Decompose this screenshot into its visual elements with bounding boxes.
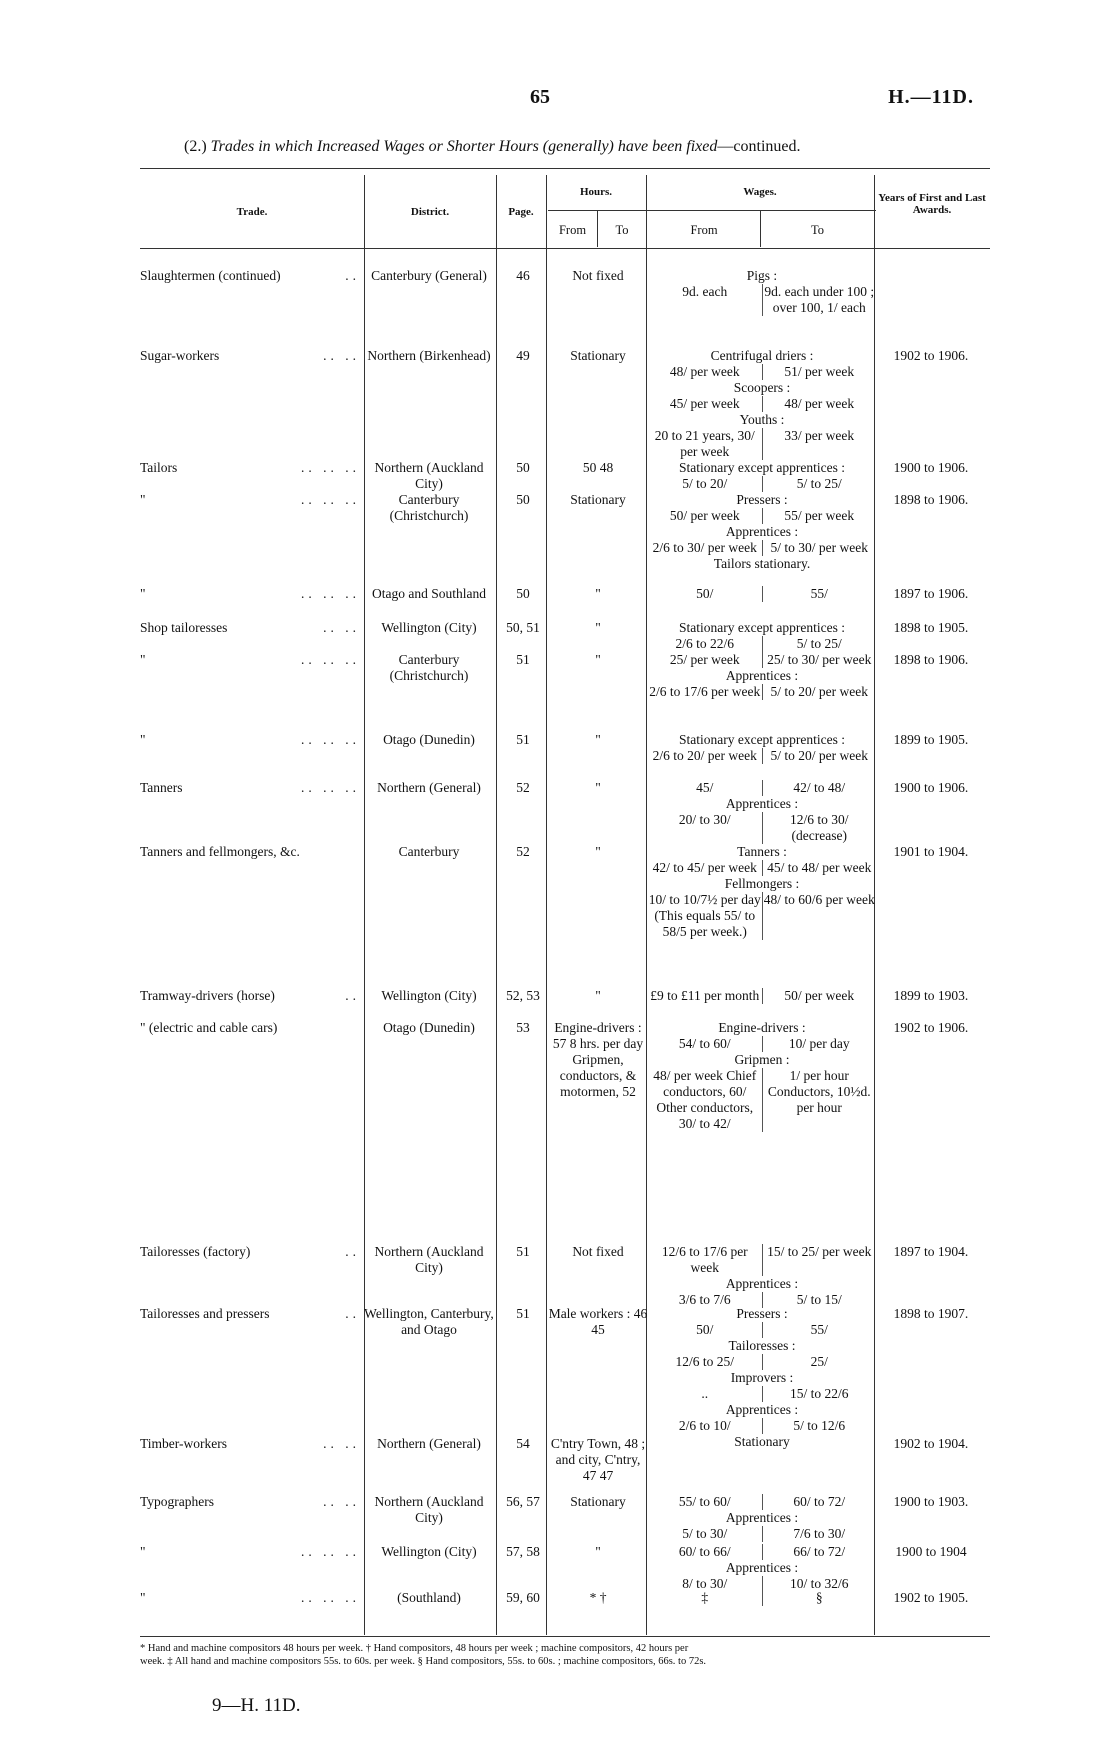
leader-dots: .. .. .. <box>301 1544 360 1559</box>
wage-from: 2/6 to 10/ <box>648 1418 763 1434</box>
wage-to: 15/ to 25/ per week <box>767 1244 872 1259</box>
district-cell: Canterbury (Christchurch) <box>389 652 469 683</box>
trade-cell <box>140 1494 360 1510</box>
wages-cell <box>648 620 876 652</box>
wage-pair <box>648 780 876 796</box>
page-cell: 52, 53 <box>506 988 540 1003</box>
wage-heading: Improvers : <box>730 1370 794 1385</box>
wage-heading: Apprentices : <box>725 1510 799 1525</box>
wage-pair <box>648 1244 876 1276</box>
leader-dots: .. .. <box>323 1436 360 1451</box>
wage-from: 45/ <box>648 780 763 796</box>
wage-to: 25/ to 30/ per week <box>767 652 872 667</box>
wages-cell <box>648 348 876 460</box>
years-cell: 1900 to 1906. <box>893 460 969 475</box>
trade-cell <box>140 652 360 668</box>
wage-to: 33/ per week <box>784 428 855 443</box>
col-header-years: Years of First and Last Awards. <box>878 192 986 216</box>
years-cell: 1901 to 1904. <box>893 844 969 859</box>
wage-to: 5/ to 30/ per week <box>770 540 868 555</box>
caption-suffix: —continued. <box>717 138 801 155</box>
trade-cell <box>140 1436 360 1452</box>
wage-heading: Youths : <box>739 412 785 427</box>
district-cell: Wellington (City) <box>381 1544 477 1559</box>
trade-cell <box>140 586 360 602</box>
trade-name: Tanners and fellmongers, &c. <box>140 844 300 859</box>
trade-name: Tailoresses (factory) <box>140 1244 251 1259</box>
wages-cell <box>648 780 876 844</box>
district-cell: Northern (General) <box>377 780 481 795</box>
wage-heading: Apprentices : <box>725 1560 799 1575</box>
wage-from: 3/6 to 7/6 <box>648 1292 763 1308</box>
col-header-wages-to: To <box>810 223 824 237</box>
wage-heading: Stationary except apprentices : <box>678 460 846 475</box>
trade-cell <box>140 492 360 508</box>
trade-cell <box>140 1244 360 1260</box>
trade-cell <box>140 732 360 748</box>
table-caption <box>184 138 800 156</box>
trade-cell <box>140 348 360 364</box>
trade-name: Tramway-drivers (horse) <box>140 988 275 1003</box>
caption-title: Trades in which Increased Wages or Shorter Hours (generally) have been fixed <box>210 138 718 155</box>
wage-from: 8/ to 30/ <box>648 1576 763 1592</box>
page-cell: 51 <box>516 1306 530 1321</box>
wages-cell <box>648 844 876 940</box>
years-cell: 1900 to 1906. <box>893 780 969 795</box>
trade-cell <box>140 1590 360 1606</box>
years-cell: 1902 to 1904. <box>893 1436 969 1451</box>
district-cell: Northern (General) <box>377 1436 481 1451</box>
col-header-hours: Hours. <box>579 186 613 198</box>
hours-cell: Not fixed <box>572 1244 624 1259</box>
district-cell: Otago and Southland <box>372 586 486 601</box>
wage-pair <box>648 748 876 764</box>
wages-cell <box>648 988 876 1004</box>
wage-to: 45/ to 48/ per week <box>767 860 872 875</box>
trade-name: Tailors <box>140 460 178 475</box>
wage-from: 60/ to 66/ <box>648 1544 763 1560</box>
wage-heading: Apprentices : <box>725 1276 799 1291</box>
page-cell: 50 <box>516 492 530 507</box>
wage-from: 12/6 to 25/ <box>648 1354 763 1370</box>
wage-to: 50/ per week <box>784 988 855 1003</box>
trade-name: " <box>140 732 146 747</box>
wage-pair <box>648 1590 876 1606</box>
years-cell: 1897 to 1906. <box>893 586 969 601</box>
wage-pair <box>648 652 876 668</box>
wage-to: 9d. each under 100 ; over 100, 1/ each <box>764 284 875 315</box>
wage-to: 25/ <box>810 1354 828 1369</box>
wage-heading: Apprentices : <box>725 524 799 539</box>
leader-dots: .. <box>345 1306 360 1321</box>
wage-pair <box>648 586 876 602</box>
wages-cell <box>648 268 876 316</box>
col-header-trade: Trade. <box>236 206 268 218</box>
column-divider-hours <box>546 175 547 1635</box>
page-number: 65 <box>530 86 550 108</box>
wage-heading: Tanners : <box>737 844 787 859</box>
trade-cell <box>140 1306 360 1322</box>
district-cell: Wellington (City) <box>381 620 477 635</box>
wage-from: 12/6 to 17/6 per week <box>648 1244 763 1276</box>
hours-cell: " <box>595 732 601 747</box>
hours-cell: " <box>595 1544 601 1559</box>
wage-to: 51/ per week <box>784 364 855 379</box>
wage-from: 25/ per week <box>648 652 763 668</box>
years-cell: 1902 to 1906. <box>893 1020 969 1035</box>
district-cell: Northern (Auckland City) <box>374 460 484 491</box>
col-header-page: Page. <box>508 206 534 218</box>
trade-name: " (electric and cable cars) <box>140 1020 278 1035</box>
page-cell: 53 <box>516 1020 530 1035</box>
trade-cell <box>140 1544 360 1560</box>
wage-heading: Scoopers : <box>733 380 791 395</box>
leader-dots: .. .. .. <box>301 492 360 507</box>
leader-dots: .. .. <box>323 1494 360 1509</box>
page-cell: 51 <box>516 732 530 747</box>
wage-to: 7/6 to 30/ <box>793 1526 846 1541</box>
trade-name: " <box>140 492 146 507</box>
wages-cell <box>648 1494 876 1542</box>
wages-cell <box>648 1020 876 1132</box>
caption-prefix: (2.) <box>184 138 207 155</box>
wage-heading: Apprentices : <box>725 1402 799 1417</box>
district-cell: Canterbury (Christchurch) <box>389 492 469 523</box>
footnote-line-2: week. ‡ All hand and machine compositors 55s. to 60s. per week. § Hand compositors, 55s. to 60s. ; machine compositors, 66s. to 72s. <box>140 1656 707 1667</box>
years-cell: 1897 to 1904. <box>893 1244 969 1259</box>
trade-cell <box>140 844 360 860</box>
col-header-hours-to: To <box>615 223 629 237</box>
col-header-district: District. <box>410 206 450 218</box>
years-cell: 1902 to 1906. <box>893 348 969 363</box>
page-cell: 57, 58 <box>506 1544 540 1559</box>
trade-name: " <box>140 586 146 601</box>
district-cell: Northern (Birkenhead) <box>367 348 491 363</box>
wage-pair <box>648 636 876 652</box>
trade-name: " <box>140 1590 146 1605</box>
hours-cell: " <box>595 620 601 635</box>
hours-cell: " <box>595 586 601 601</box>
wage-from: 48/ per week <box>648 364 763 380</box>
district-cell: Otago (Dunedin) <box>383 732 475 747</box>
page-cell: 52 <box>516 780 530 795</box>
years-cell: 1898 to 1905. <box>893 620 969 635</box>
wage-from: 42/ to 45/ per week <box>648 860 763 876</box>
wage-pair <box>648 428 876 460</box>
col-header-wages: Wages. <box>743 186 777 198</box>
hours-cell: * † <box>589 1590 607 1605</box>
wage-pair <box>648 860 876 876</box>
wage-to: 5/ to 25/ <box>796 476 842 491</box>
wages-cell <box>648 460 876 492</box>
footnote-line-1: * Hand and machine compositors 48 hours per week. † Hand compositors, 48 hours per week ; machine compositors, 42 hours per <box>140 1643 689 1654</box>
document-reference: H.—11D. <box>888 86 974 108</box>
wage-heading: Engine-drivers : <box>718 1020 806 1035</box>
wage-heading: Apprentices : <box>725 668 799 683</box>
wage-to: 5/ to 25/ <box>796 636 842 651</box>
wage-from: 20/ to 30/ <box>648 812 763 844</box>
wage-from: 48/ per week Chief conductors, 60/ Other conductors, 30/ to 42/ <box>648 1068 763 1132</box>
trade-name: Shop tailoresses <box>140 620 228 635</box>
wage-to: 60/ to 72/ <box>793 1494 846 1509</box>
wages-subheader-rule <box>648 210 876 211</box>
leader-dots: .. <box>345 1244 360 1259</box>
hours-cell: Engine-drivers : 57 8 hrs. per day Gripmen, conductors, & motormen, 52 <box>552 1020 644 1099</box>
leader-dots: .. .. <box>323 620 360 635</box>
years-cell: 1900 to 1903. <box>893 1494 969 1509</box>
leader-dots: .. .. .. <box>301 732 360 747</box>
district-cell: Wellington, Canterbury, and Otago <box>364 1306 494 1337</box>
wage-to: 5/ to 20/ per week <box>770 684 868 699</box>
page-cell: 52 <box>516 844 530 859</box>
wages-cell <box>648 1306 876 1450</box>
wages-cell <box>648 1244 876 1308</box>
wage-to: 42/ to 48/ <box>793 780 846 795</box>
wage-pair <box>648 284 876 316</box>
wage-from: 5/ to 30/ <box>648 1526 763 1542</box>
wage-to: 48/ to 60/6 per week <box>763 892 875 907</box>
wage-from: .. <box>648 1386 763 1402</box>
wage-heading: Stationary except apprentices : <box>678 732 846 747</box>
trade-name: Tailoresses and pressers <box>140 1306 270 1321</box>
column-divider-district <box>364 175 365 1635</box>
wage-from: ‡ <box>648 1590 763 1606</box>
leader-dots: .. .. .. <box>301 780 360 795</box>
wage-from: 54/ to 60/ <box>648 1036 763 1052</box>
page-cell: 49 <box>516 348 530 363</box>
wage-from: 50/ per week <box>648 508 763 524</box>
wage-heading: Tailoresses : <box>728 1338 796 1353</box>
wages-cell <box>648 652 876 700</box>
hours-cell: 50 48 <box>582 460 614 475</box>
hours-subheader-rule <box>548 210 648 211</box>
years-cell: 1898 to 1906. <box>893 492 969 507</box>
wages-cell <box>648 732 876 764</box>
page-cell: 51 <box>516 652 530 667</box>
hours-cell: Stationary <box>570 348 626 363</box>
leader-dots: .. .. .. <box>301 652 360 667</box>
trade-cell <box>140 460 360 476</box>
district-cell: Northern (Auckland City) <box>374 1494 484 1525</box>
trade-name: Sugar-workers <box>140 348 220 363</box>
wages-cell <box>648 492 876 572</box>
leader-dots: .. .. .. <box>301 1590 360 1605</box>
wage-to: 10/ per day <box>788 1036 850 1051</box>
wage-from: 2/6 to 22/6 <box>648 636 763 652</box>
wage-to: § <box>815 1590 823 1605</box>
page-cell: 56, 57 <box>506 1494 540 1509</box>
years-cell: 1898 to 1906. <box>893 652 969 667</box>
wage-pair <box>648 1322 876 1338</box>
wage-heading: Pressers : <box>736 1306 788 1321</box>
wage-from: 2/6 to 17/6 per week <box>648 684 763 700</box>
col-header-wages-from: From <box>690 223 718 237</box>
page-cell: 50, 51 <box>506 620 540 635</box>
wage-heading: Gripmen : <box>734 1052 790 1067</box>
wage-to: 1/ per hour Conductors, 10½d. per hour <box>767 1068 871 1115</box>
wage-pair <box>648 396 876 412</box>
page-cell: 46 <box>516 268 530 283</box>
wage-pair <box>648 1354 876 1370</box>
wage-to: 55/ <box>810 1322 828 1337</box>
wage-pair <box>648 364 876 380</box>
wage-heading: Centrifugal driers : <box>710 348 814 363</box>
district-cell: Northern (Auckland City) <box>374 1244 484 1275</box>
wage-heading: Stationary <box>734 1434 790 1449</box>
wage-from: 2/6 to 30/ per week <box>648 540 763 556</box>
wage-pair <box>648 540 876 556</box>
trade-name: Slaughtermen (continued) <box>140 268 281 283</box>
wage-pair <box>648 1386 876 1402</box>
wage-pair <box>648 988 876 1004</box>
wage-pair <box>648 1068 876 1132</box>
signature-mark: 9—H. 11D. <box>212 1695 301 1716</box>
wage-pair <box>648 1418 876 1434</box>
wages-cell <box>648 1590 876 1606</box>
column-divider-wages <box>646 175 647 1635</box>
wage-to: 5/ to 12/6 <box>793 1418 846 1433</box>
hours-cell: " <box>595 988 601 1003</box>
wage-from: 50/ <box>648 586 763 602</box>
trade-cell <box>140 1020 360 1036</box>
header-bottom-rule <box>140 248 990 249</box>
wage-to: 15/ to 22/6 <box>789 1386 849 1401</box>
page-cell: 50 <box>516 586 530 601</box>
page-cell: 54 <box>516 1436 530 1451</box>
leader-dots: .. .. .. <box>301 586 360 601</box>
wage-from: 50/ <box>648 1322 763 1338</box>
trade-name: Typographers <box>140 1494 215 1509</box>
trade-cell <box>140 780 360 796</box>
wage-from: 9d. each <box>648 284 763 316</box>
hours-cell: " <box>595 844 601 859</box>
leader-dots: .. <box>345 988 360 1003</box>
trade-cell <box>140 988 360 1004</box>
wage-heading: Fellmongers : <box>724 876 800 891</box>
wage-pair <box>648 1544 876 1560</box>
wage-to: 10/ to 32/6 <box>789 1576 849 1591</box>
wage-from: 45/ per week <box>648 396 763 412</box>
wage-to: 5/ to 20/ per week <box>770 748 868 763</box>
wage-from: £9 to £11 per month <box>648 988 763 1004</box>
col-header-hours-from: From <box>558 223 587 237</box>
district-cell: Wellington (City) <box>381 988 477 1003</box>
hours-cell: " <box>595 780 601 795</box>
wages-cell <box>648 1544 876 1592</box>
trade-cell <box>140 620 360 636</box>
leader-dots: .. .. .. <box>301 460 360 475</box>
wage-to: 55/ per week <box>784 508 855 523</box>
wage-heading: Stationary except apprentices : <box>678 620 846 635</box>
table-top-rule <box>140 168 990 169</box>
page-cell: 51 <box>516 1244 530 1259</box>
leader-dots: .. <box>345 268 360 283</box>
wage-pair <box>648 476 876 492</box>
hours-cell: Male workers : 46 45 <box>548 1306 648 1337</box>
wage-from: 20 to 21 years, 30/ per week <box>648 428 763 460</box>
wage-to: 55/ <box>810 586 828 601</box>
wage-heading: Pigs : <box>746 268 778 283</box>
wage-pair <box>648 684 876 700</box>
wage-pair <box>648 1036 876 1052</box>
trade-name: " <box>140 652 146 667</box>
column-divider-page <box>496 175 497 1635</box>
district-cell: Canterbury (General) <box>371 268 487 283</box>
wage-to: 5/ to 15/ <box>796 1292 842 1307</box>
hours-cell: " <box>595 652 601 667</box>
leader-dots: .. .. <box>323 348 360 363</box>
table-bottom-rule <box>140 1636 990 1637</box>
page-cell: 59, 60 <box>506 1590 540 1605</box>
years-cell: 1899 to 1905. <box>893 732 969 747</box>
hours-cell: Stationary <box>570 492 626 507</box>
years-cell: 1900 to 1904 <box>895 1544 967 1559</box>
wage-from: 5/ to 20/ <box>648 476 763 492</box>
wage-to: 12/6 to 30/ (decrease) <box>789 812 849 843</box>
trade-name: Tanners <box>140 780 183 795</box>
wage-pair <box>648 1494 876 1510</box>
district-cell: Otago (Dunedin) <box>383 1020 475 1035</box>
district-cell: (Southland) <box>397 1590 461 1605</box>
years-cell: 1899 to 1903. <box>893 988 969 1003</box>
hours-cell: Stationary <box>570 1494 626 1509</box>
trade-cell <box>140 268 360 284</box>
wage-pair <box>648 892 876 940</box>
wage-pair <box>648 1526 876 1542</box>
wage-from: 2/6 to 20/ per week <box>648 748 763 764</box>
hours-cell: C'ntry Town, 48 ; and city, C'ntry, 47 47 <box>550 1436 646 1483</box>
years-cell: 1902 to 1905. <box>893 1590 969 1605</box>
hours-cell: Not fixed <box>572 268 624 283</box>
wage-from: 55/ to 60/ <box>648 1494 763 1510</box>
wage-from: 10/ to 10/7½ per day (This equals 55/ to 58/5 per week.) <box>648 892 761 939</box>
page-cell: 50 <box>516 460 530 475</box>
wage-heading: Tailors stationary. <box>713 556 811 571</box>
trade-name: Timber-workers <box>140 1436 227 1451</box>
wage-to: 66/ to 72/ <box>793 1544 846 1559</box>
trade-name: " <box>140 1544 146 1559</box>
years-cell: 1898 to 1907. <box>893 1306 969 1321</box>
wage-heading: Pressers : <box>736 492 788 507</box>
wage-to: 48/ per week <box>784 396 855 411</box>
wage-pair <box>648 508 876 524</box>
wage-pair <box>648 812 876 844</box>
wage-heading: Apprentices : <box>725 796 799 811</box>
district-cell: Canterbury <box>398 844 460 859</box>
wages-cell <box>648 586 876 602</box>
